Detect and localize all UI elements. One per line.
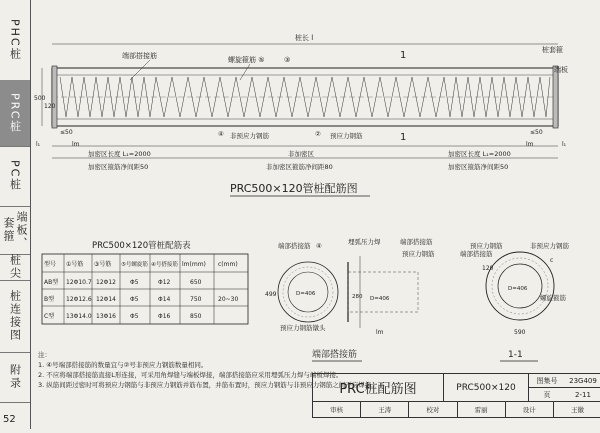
table-cell: AB型 xyxy=(44,279,59,286)
callout-non-prestress: 非预应力钢筋 xyxy=(230,132,269,140)
check-label: 校对 xyxy=(409,401,457,417)
lm-left: lm xyxy=(72,141,80,148)
rebar-table-title: PRC500×120管桩配筋表 xyxy=(92,241,191,251)
callout-ring: 预应力钢筋镦头 xyxy=(280,324,326,332)
table-cell: C型 xyxy=(44,313,55,320)
tab-prc[interactable]: PRC桩 xyxy=(0,80,30,147)
marker-4: ④ xyxy=(218,130,224,138)
table-cell: 12Φ10.7 xyxy=(66,279,92,286)
design-label: 设计 xyxy=(506,401,554,417)
checker-name: 雷丽 xyxy=(458,401,506,417)
tab-tip[interactable]: 桩尖 xyxy=(0,254,30,281)
callout-end-hoop-detail: 端部搭接筋 xyxy=(278,242,311,250)
dense-spacing-right: 加密区箍筋净间距50 xyxy=(448,163,509,171)
callout-end-hoop-detail2: 端部搭接筋 xyxy=(400,238,433,246)
table-cell: 750 xyxy=(190,296,202,303)
dim-le50-left: ≤50 xyxy=(60,129,73,136)
table-cell: 20~30 xyxy=(218,296,239,303)
title-block xyxy=(312,373,600,418)
th-c: c(mm) xyxy=(218,261,238,268)
dim-d-mid: D=406 xyxy=(370,296,390,302)
pile-elevation xyxy=(34,33,568,196)
dense-spacing-left: 加密区箍筋净间距50 xyxy=(88,163,149,171)
drawing-subtitle: PRC500×120 xyxy=(444,374,529,401)
tab-pc[interactable]: PC桩 xyxy=(0,146,30,207)
callout-prestress-detail: 预应力钢筋 xyxy=(402,250,435,258)
tab-endplate[interactable]: 端板、套箍 xyxy=(0,206,30,255)
marker-c: c xyxy=(550,257,554,264)
note-item: 1. ④号端部搭接筋的数量宜与②号非预应力钢筋数量相同。 xyxy=(38,361,208,369)
page-number: 52 xyxy=(3,414,16,425)
table-cell: Φ5 xyxy=(130,313,139,320)
drawing-sheet xyxy=(30,0,600,429)
dim-120: 120 xyxy=(44,103,56,110)
atlas-number: 23G409 xyxy=(565,374,600,388)
callout-spiral: 螺旋箍筋 ⑤ xyxy=(228,56,265,64)
callout-end-hoop: 端部搭接筋 xyxy=(122,52,157,60)
callout-end-hoop-section: 端部搭接筋 xyxy=(460,250,493,258)
review-label: 审核 xyxy=(313,401,361,417)
page-label: 页 xyxy=(543,390,551,399)
signature-row xyxy=(313,401,600,417)
table-cell: Φ14 xyxy=(158,296,171,303)
end-lap-title: 端部搭接筋 xyxy=(312,350,358,360)
section-mark-1: 1 xyxy=(400,50,407,61)
lm-detail: lm xyxy=(376,329,384,336)
rebar-table xyxy=(42,240,248,324)
dim-d-section: D=406 xyxy=(508,286,528,292)
table-cell: 12Φ12 xyxy=(96,279,116,286)
note-item: 2. 不应将端部搭接筋直接L形连接，可采用角焊缝与端板焊接，端部搭接筋应采用埋弧压力焊与端板焊接。 xyxy=(38,371,343,379)
reviewer-name: 王涛 xyxy=(361,401,409,417)
note-item: 3. 纵筋间距过密时可将预应力钢筋与非预应力钢筋并筋布置，并筋布置时，预应力钢筋与非预应力钢筋之间不应焊接。 xyxy=(38,381,378,389)
l1-right: l₁ xyxy=(562,141,567,148)
l1-left: l₁ xyxy=(36,141,41,148)
callout-prestress-section: 预应力钢筋 xyxy=(470,242,503,250)
table-cell: 850 xyxy=(190,313,202,320)
non-dense: 非加密区 xyxy=(288,150,314,158)
callout-prestress: 预应力钢筋 xyxy=(330,132,363,140)
lm-right: lm xyxy=(526,141,534,148)
callout-endplate: 端板 xyxy=(554,66,568,74)
table-cell: Φ16 xyxy=(158,313,171,320)
th-bar4: ④号搭接筋 xyxy=(151,262,178,268)
section-1-1 xyxy=(460,241,570,361)
dim-500: 500 xyxy=(34,95,46,102)
pile-length-label: 桩长 l xyxy=(295,34,314,42)
callout-non-prestress-section: 非预应力钢筋 xyxy=(530,242,569,250)
tab-phc[interactable]: PHC桩 xyxy=(0,0,30,81)
dim-120-section: 120 xyxy=(482,265,494,272)
dim-280: 280 xyxy=(352,294,363,300)
marker-4-detail: ④ xyxy=(316,242,322,250)
dense-right: 加密区长度 L₁=2000 xyxy=(448,150,511,158)
table-cell: 12Φ14 xyxy=(96,296,116,303)
tab-appendix[interactable]: 附录 xyxy=(0,352,30,403)
marker-2: ② xyxy=(315,130,321,138)
atlas-label: 图集号 xyxy=(529,374,565,388)
dense-left: 加密区长度 L₁=2000 xyxy=(88,150,151,158)
section-title: 1-1 xyxy=(508,350,523,360)
dim-499: 499 xyxy=(265,291,277,298)
non-dense-spacing: 非加密区箍筋净间距80 xyxy=(266,163,333,171)
callout-spiral-section: 螺旋箍筋 xyxy=(540,294,566,302)
dim-590: 590 xyxy=(514,329,526,336)
dim-le50-right: ≤50 xyxy=(530,129,543,136)
page-number-block: 2-11 xyxy=(575,390,591,399)
callout-spiral-circle: ③ xyxy=(284,56,291,64)
table-cell: Φ5 xyxy=(130,279,139,286)
end-lap-detail xyxy=(265,237,435,361)
table-cell: Φ5 xyxy=(130,296,139,303)
th-bar5: ⑤号螺旋筋 xyxy=(121,262,148,268)
elevation-title: PRC500×120管桩配筋图 xyxy=(230,182,358,195)
table-cell: 12Φ12.6 xyxy=(66,296,92,303)
callout-sleeve: 桩套箍 xyxy=(542,46,563,54)
table-cell: 13Φ14.0 xyxy=(66,313,92,320)
table-cell: 650 xyxy=(190,279,202,286)
tab-connection[interactable]: 桩连接图 xyxy=(0,280,30,353)
table-cell: 13Φ16 xyxy=(96,313,116,320)
th-bar3: ③号筋 xyxy=(94,261,112,268)
drawing-title: PRC桩配筋图 xyxy=(313,374,444,401)
th-model: 型号 xyxy=(44,261,57,268)
dim-d-left: D=406 xyxy=(296,291,316,297)
sidebar xyxy=(0,0,31,429)
notes-label: 注： xyxy=(38,351,51,359)
table-cell: Φ12 xyxy=(158,279,171,286)
th-bar1: ①号筋 xyxy=(66,261,84,268)
designer-name: 王徽 xyxy=(570,405,584,414)
section-mark-1-lower: 1 xyxy=(400,132,407,143)
th-lm: lm(mm) xyxy=(182,261,206,268)
callout-buried: 埋弧压力焊 xyxy=(348,238,381,246)
table-cell: B型 xyxy=(44,296,55,303)
